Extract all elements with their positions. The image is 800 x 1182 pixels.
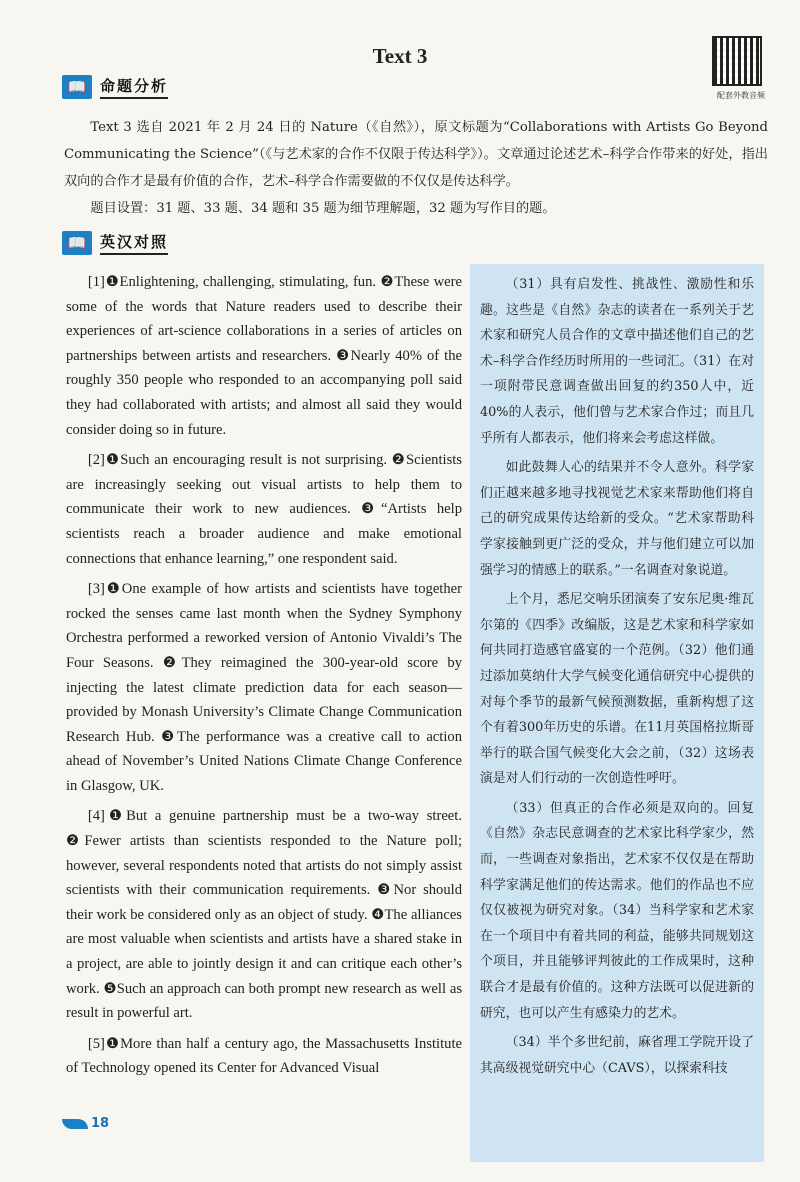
english-paragraph-4: [4]❶But a genuine partnership must be a two-way street. ❷Fewer artists than scientists responded to the Nature poll; however, several respondents noted that artists do not simply assist scientists with their communication requirements. ❸Nor should their work be considered only as an object of study. ❹The alliances are most valuable when scientists and artists have a shared stake in a project, are able to jointly design it and can critique each other’s work. ❺Such an approach can both prompt new research as well as result in powerful art. [66,808,462,1022]
qr-code-icon [712,36,762,86]
chinese-paragraph-1: （31）具有启发性、挑战性、激励性和乐趣。这些是《自然》杂志的读者在一系列关于艺术家和研究人员合作的文章中描述他们自己的艺术–科学合作经历时所用的一些词汇。（31）在对一项附带民意调查做出回复的约350人中，近40%的人表示，他们曾与艺术家合作过；而且几乎所有人都表示，他们将来会考虑这样做。 [480,277,754,446]
analysis-paragraph: Text 3 选自 2021 年 2 月 24 日的 Nature（《自然》），原文标题为“Collaborations with Artists Go Beyond Communicating the Science”（《与艺术家的合作不仅限于传达科学》）。文章通过论述艺术–科学合作带来的好处，指出双向的合作才是最有价值的合作，艺术–科学合作需要做的不仅仅是传达科学。 [64,120,768,189]
analysis-heading: 命题分析 [100,75,168,99]
page-title: Text 3 [372,44,428,68]
english-column [66,270,462,1087]
english-paragraph-1: [1]❶Enlightening, challenging, stimulating, fun. ❷These were some of the words that Nature readers used to describe their experiences of art-science collaborations in a series of articles on partnerships between artists and researchers. ❸Nearly 40% of the roughly 350 people who responded to an accompanying poll said they had collaborated with artists; and almost all said they would consider doing so in future. [66,274,462,438]
qr-caption: 配套外教音频 [717,91,765,100]
analysis-body [64,114,768,222]
chinese-paragraph-2: 如此鼓舞人心的结果并不令人意外。科学家们正越来越多地寻找视觉艺术家来帮助他们将自己的研究成果传达给新的受众。“艺术家帮助科学家接触到更广泛的受众，并与他们建立可以加强学习的情感上的联系。”一名调查对象说道。 [480,460,754,578]
english-paragraph-2: [2]❶Such an encouraging result is not surprising. ❷Scientists are increasingly seeking out visual artists to help them to communicate their work to new audiences. ❸“Artists help scientists reach a broader audience and make emotional connections that enhance learning,” one respondent said. [66,452,462,567]
bilingual-heading: 英汉对照 [100,231,168,255]
book-icon: 📖 [62,75,92,99]
bilingual-section-header [62,230,168,256]
analysis-paragraph: 题目设置：31 题、33 题、34 题和 35 题为细节理解题，32 题为写作目的题。 [90,201,556,216]
page-number-text: 18 [91,1116,110,1131]
analysis-section-header [62,74,168,100]
chinese-paragraph-3: 上个月，悉尼交响乐团演奏了安东尼奥·维瓦尔第的《四季》改编版，这是艺术家和科学家如何共同打造感官盛宴的一个范例。（32）他们通过添加莫纳什大学气候变化通信研究中心提供的对每个季节的最新气候预测数据，重新构想了这个有着300年历史的乐谱。在11月英国格拉斯哥举行的联合国气候变化大会之前，（32）这场表演是对人们行动的一次创造性呼吁。 [480,592,754,787]
page-number [62,1116,109,1131]
english-paragraph-3: [3]❶One example of how artists and scientists have together rocked the senses came last month when the Sydney Symphony Orchestra performed a reworked version of Antonio Vivaldi’s The Four Seasons. ❷They reimagined the 300-year-old score by injecting the latest climate prediction data for each season—provided by Monash University’s Climate Change Communication Research Hub. ❸The performance was a creative call to action ahead of November’s United Nations Climate Change Conference in Glasgow, UK. [66,581,462,794]
book-icon: 📖 [62,231,92,255]
chinese-paragraph-4: （33）但真正的合作必须是双向的。回复《自然》杂志民意调查的艺术家比科学家少，然而，一些调查对象指出，艺术家不仅仅是在帮助科学家满足他们的传达需求。他们的作品也不应仅仅被视为研究对象。（34）当科学家和艺术家在一个项目中有着共同的利益，能够共同规划这个项目，并且能够评判彼此的工作成果时，这种联合才是最有价值的。这种方法既可以促进新的研究，也可以产生有感染力的艺术。 [480,800,754,1021]
chinese-column [470,264,764,1162]
chinese-paragraph-5: （34）半个多世纪前，麻省理工学院开设了其高级视觉研究中心（CAVS），以探索科技 [480,1035,754,1076]
swoosh-icon [62,1119,88,1129]
english-paragraph-5: [5]❶More than half a century ago, the Massachusetts Institute of Technology opened its Center for Advanced Visual [66,1035,462,1077]
